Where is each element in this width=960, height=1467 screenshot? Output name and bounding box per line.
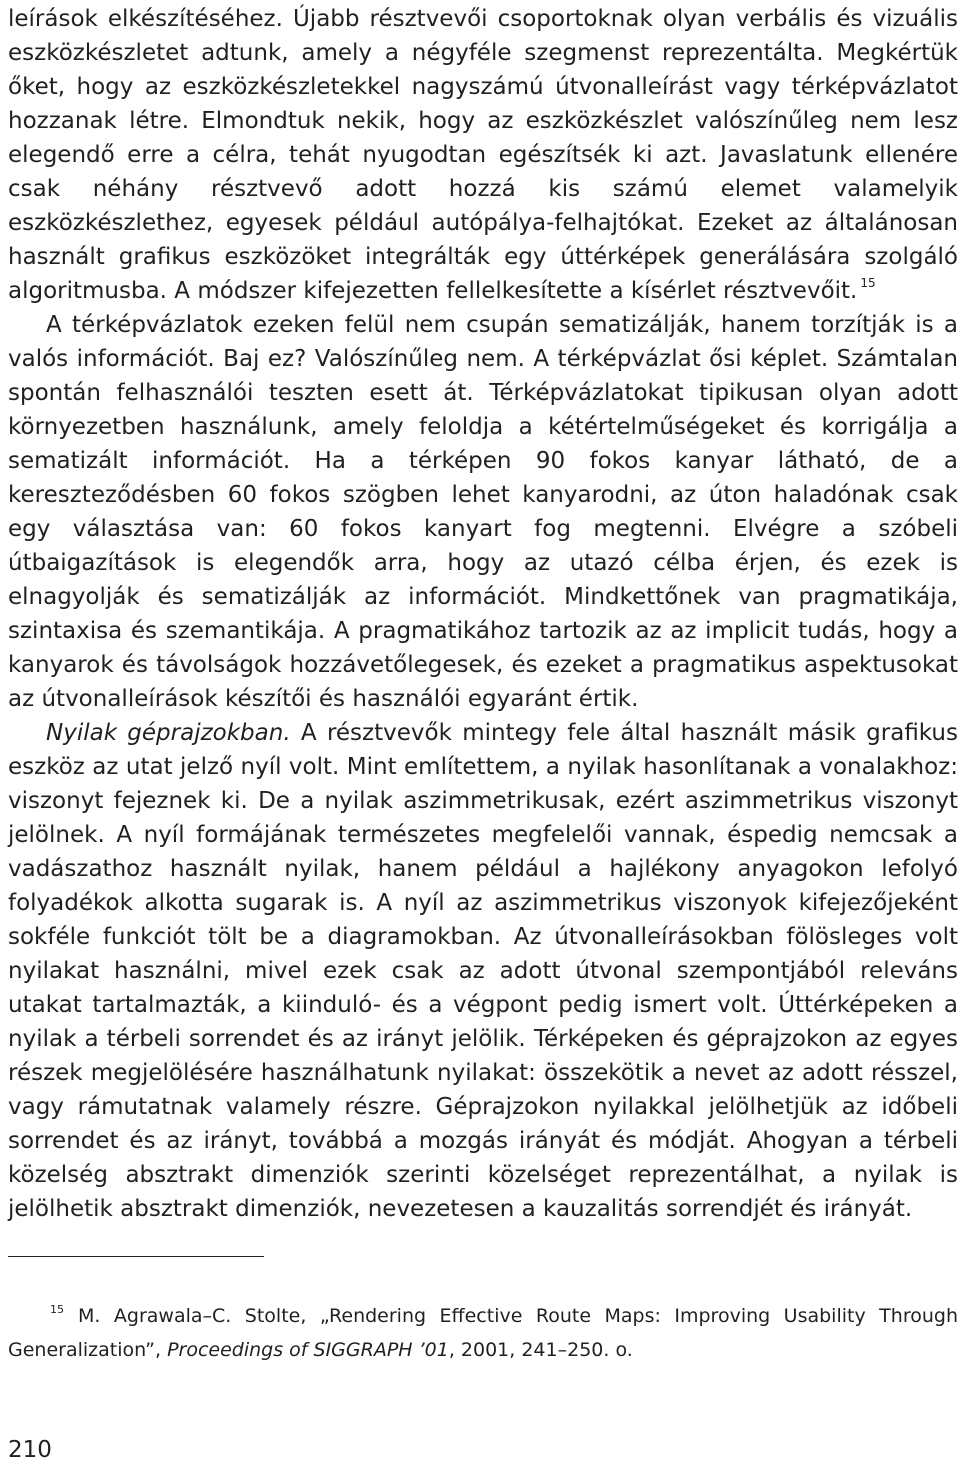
paragraph-3-text: A résztvevők mintegy fele által használt másik grafikus eszköz az utat jelző nyíl volt. Mint említettem, a nyilak hasonlítanak a vonalakhoz: viszonyt fejeznek ki. De a nyilak aszimmetrikusak, ezért aszimmetrikus viszonyt jelölnek. A nyíl formájának természetes megfelelői vannak, éspedig nemcsak a vadászathoz használt nyilak, hanem például a hajlékony anyagokon lefolyó folyadékok alkotta sugarak is. A nyíl az aszimmetrikus viszonyok kifejezőjeként sokféle funkciót tölt be a diagramokban. Az útvonalleírásokban fölösleges volt nyilakat használni, mivel ezek csak az adott útvonal szempontjából releváns utakat tartalmazták, a kiinduló- és a végpont pedig ismert volt. Úttérképeken a nyilak a térbeli sorrendet és az irányt jelölik. Térképeken és géprajzokon az egyes részek megjelölésére használhatunk nyilakat: összekötik a nevet az adott résszel, vagy rámutatnak valamely részre. Géprajzokon nyilakkal jelölhetjük az időbeli sorrendet és az irányt, továbbá a mozgás irányát és módját. Ahogyan a térbeli közelség absztrakt dimenziók szerinti közelséget reprezentálhat, a nyilak is jelölhetik absztrakt dimenziók, nevezetesen a kauzalitás sorrendjét és irányát. [8,720,958,1222]
footnote-number: 15 [50,1303,64,1316]
footnote-reference: 15 [860,276,876,290]
paragraph-1 [8,2,958,308]
paragraph-2: A térképvázlatok ezeken felül nem csupán sematizálják, hanem torzítják is a valós információt. Baj ez? Valószínűleg nem. A térképvázlat ősi képlet. Számtalan spontán felhasználói teszten esett át. Térképvázlatokat tipikusan olyan adott környezetben használunk, amely feloldja a kétértelműségeket és korrigálja a sematizált információt. Ha a térképen 90 fokos kanyar látható, de a kereszteződésben 60 fokos szögben lehet kanyarodni, az úton haladónak csak egy választása van: 60 fokos kanyart fog megtenni. Elvégre a szóbeli útbaigazítások is elegendők arra, hogy az utazó célba érjen, és ezek is elnagyolják és sematizálják az információt. Mindkettőnek van pragmatikája, szintaxisa és szemantikája. A pragmatikához tartozik az az implicit tudás, hogy a kanyarok és távolságok hozzávetőlegesek, és ezeket a pragmatikus aspektusokat az útvonalleírások készítői és használói egyaránt értik. [8,312,958,712]
footnote-source-title: Proceedings of SIGGRAPH ’01 [167,1339,449,1361]
footnote-text-before: M. Agrawala–C. Stolte, „Rendering Effective Route Maps: Improving Usability Through Generalization”, [8,1305,958,1361]
paragraph-1-text: leírások elkészítéséhez. Újabb résztvevői csoportoknak olyan verbális és vizuális eszközkészletet adtunk, amely a négyféle szegmenst reprezentálta. Megkértük őket, hogy az eszközkészletekkel nagyszámú útvonalleírást vagy térképvázlatot hozzanak létre. Elmondtuk nekik, hogy az eszközkészlet valószínűleg nem lesz elegendő erre a célra, tehát nyugodtan egészítsék ki azt. Javaslatunk ellenére csak néhány résztvevő adott hozzá kis számú elemet valamelyik eszközkészlethez, egyesek például autópálya-felhajtókat. Ezeket az általánosan használt grafikus eszközöket integrálták egy úttérképek generálására szolgáló algoritmusba. A módszer kifejezetten fellelkesítette a kísérlet résztvevőit. [8,6,958,304]
footnote-divider [8,1256,264,1257]
main-text [8,2,958,1226]
section-heading-italic: Nyilak géprajzokban. [46,720,291,746]
footnote-text-after: , 2001, 241–250. o. [448,1339,633,1361]
footnote [8,1299,958,1367]
page-number: 210 [8,1437,52,1463]
paragraph-3 [8,716,958,1226]
